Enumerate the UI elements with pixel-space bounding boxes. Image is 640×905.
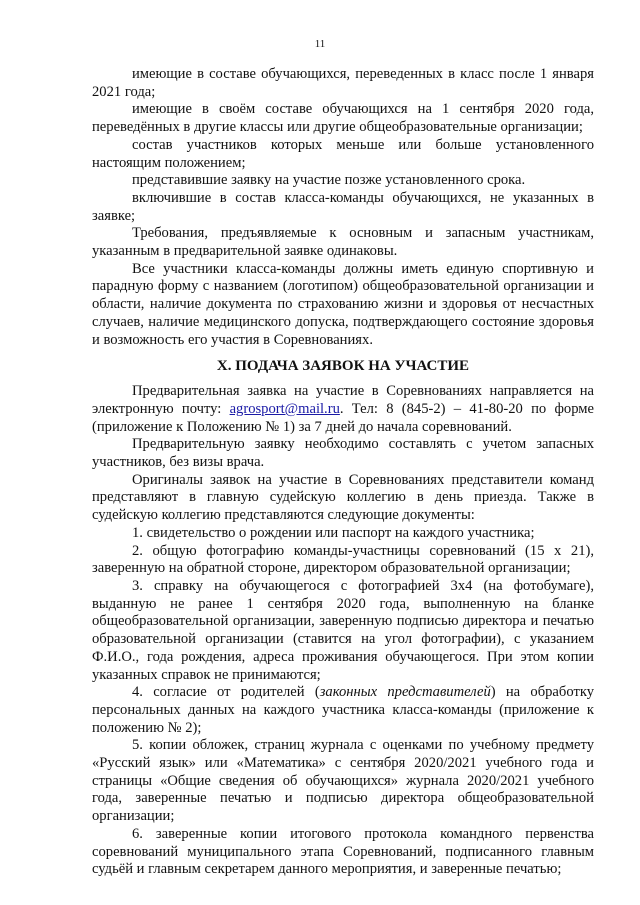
item4-text-after: ) на обработку персональных данных на каждого участника класса-команды (приложение к положению № 2); bbox=[92, 684, 595, 736]
page-content bbox=[92, 66, 594, 879]
paragraph: Все участники класса-команды должны иметь единую спортивную и парадную форму с названием (логотипом) общеобразовательной организации и области, наличие документа по страхованию жизни и здоровья от несчастных случаев, наличие медицинского допуска, подтверждающего состояние здоровья и возможность его участия в Соревнованиях. bbox=[92, 260, 594, 348]
prelim-text-before: Предварительная заявка на участие в Соревнованиях направляется на электронную почту: bbox=[92, 383, 594, 417]
prelim-text-after: . Тел: 8 (845-2) – 41-80-20 по форме (приложение к Положению № 1) за 7 дней до начала соревнований. bbox=[92, 400, 594, 435]
page-number: 11 bbox=[314, 38, 326, 50]
paragraph: состав участников которых меньше или больше установленного настоящим положением; bbox=[92, 136, 594, 171]
list-item: 3. справку на обучающегося с фотографией 3х4 (на фотобумаге), выданную не ранее 1 сентября 2020 года, выполненную на бланке общеобразовательной организации, заверенную подписью директора и печатью образовательной организации (ставится на угол фотографии), с указанием Ф.И.О., года рождения, адреса проживания обучающегося. При этом копии указанных справок не принимаются; bbox=[92, 577, 594, 683]
item4-text-before: 4. согласие от родителей ( bbox=[132, 684, 320, 701]
section-heading: X. ПОДАЧА ЗАЯВОК НА УЧАСТИЕ bbox=[216, 358, 470, 375]
list-item: 1. свидетельство о рождении или паспорт на каждого участника; bbox=[132, 524, 535, 541]
item4-italic-text: законных представителей bbox=[319, 684, 491, 701]
paragraph: Предварительную заявку необходимо составлять с учетом запасных участников, без визы врача. bbox=[92, 436, 594, 471]
paragraph: имеющие в составе обучающихся, переведенных в класс после 1 января 2021 года; bbox=[92, 66, 594, 100]
list-item: 5. копии обложек, страниц журнала с оценками по учебному предмету «Русский язык» или «Математика» с сентября 2020/2021 учебного года и страницы «Общие сведения об обучающихся» журнала 2020/2021 учебного года, заверенные печатью и подписью директора общеобразовательной организации; bbox=[92, 737, 594, 825]
paragraph: включившие в состав класса-команды обучающихся, не указанных в заявке; bbox=[92, 189, 594, 224]
paragraph: Требования, предъявляемые к основным и запасным участникам, указанным в предварительной заявке одинаковы. bbox=[92, 225, 594, 260]
list-item bbox=[92, 684, 594, 737]
paragraph: Оригиналы заявок на участие в Соревнованиях представители команд представляют в главную судейскую коллегию в день приезда. Также в судейскую коллегию представляются следующие документы: bbox=[92, 471, 594, 524]
prelim-application-paragraph bbox=[92, 383, 594, 436]
paragraph: имеющие в своём составе обучающихся на 1 сентября 2020 года, переведённых в другие классы или другие общеобразовательные организации; bbox=[92, 101, 594, 136]
list-item: 2. общую фотографию команды-участницы соревнований (15 х 21), заверенную на обратной стороне, директором образовательной организации; bbox=[92, 542, 594, 577]
paragraph: представившие заявку на участие позже установленного срока. bbox=[132, 172, 526, 189]
list-item: 6. заверенные копии итогового протокола командного первенства соревнований муниципального этапа Соревнований, подписанного главным судьёй и главным секретарем данного мероприятия, и заверенные печатью; bbox=[92, 825, 594, 878]
email-link[interactable]: agrosport@mail.ru bbox=[229, 400, 340, 417]
